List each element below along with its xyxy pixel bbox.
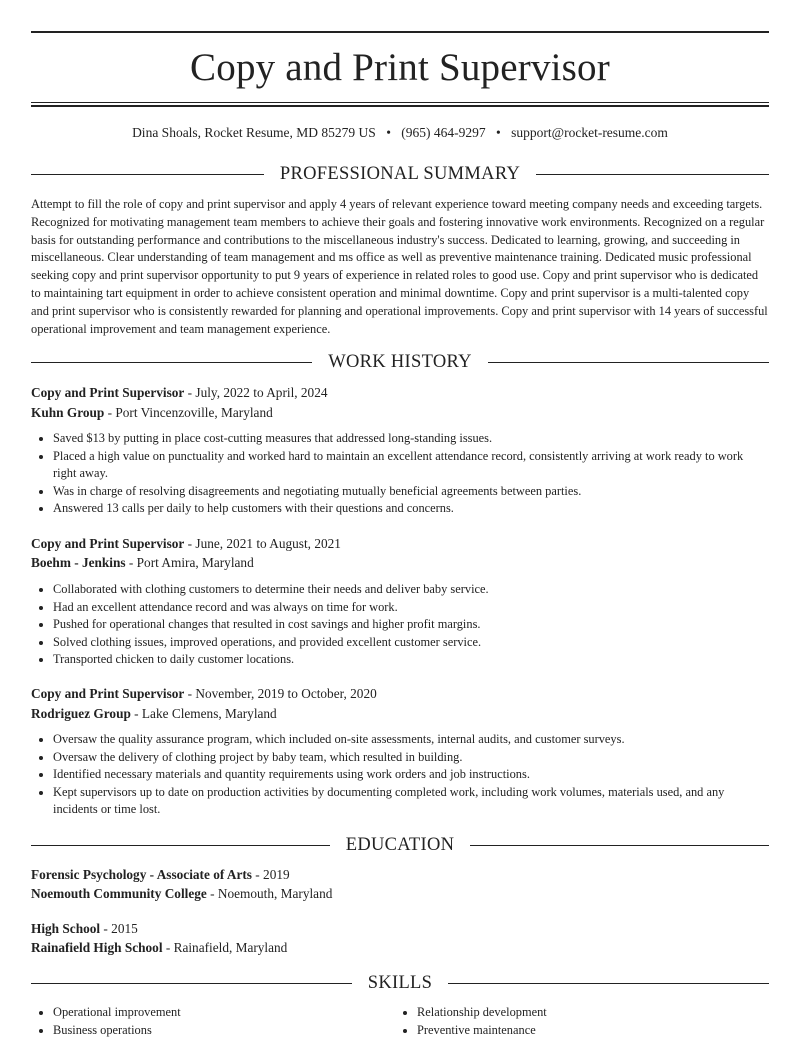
heading-rule <box>31 983 352 984</box>
list-item: • Had an excellent attendance record and was always on time for work. <box>53 599 769 617</box>
contact-address: Dina Shoals, Rocket Resume, MD 85279 US <box>132 125 376 140</box>
skill-item: • Preventive maintenance <box>417 1022 735 1039</box>
heading-rule <box>31 362 312 363</box>
job-location: - Port Vincenzoville, Maryland <box>104 405 273 420</box>
section-title: WORK HISTORY <box>328 352 472 372</box>
list-item: • Solved clothing issues, improved operations, and provided excellent customer service. <box>53 634 769 652</box>
job-bullets <box>31 581 769 669</box>
skill-item: • Operational improvement <box>53 1004 371 1022</box>
section-heading-education <box>31 833 769 857</box>
education-year: - 2015 <box>100 921 138 936</box>
resume-title: Copy and Print Supervisor <box>190 46 610 89</box>
job-company-line <box>31 705 769 723</box>
section-heading-skills <box>31 971 769 995</box>
education-location: - Rainafield, Maryland <box>162 940 288 955</box>
list-item: • Placed a high value on punctuality and worked hard to maintain an excellent attendance record, consistently arriving at work ready to work right away. <box>53 448 769 483</box>
section-heading-summary <box>31 162 769 186</box>
job-location: - Port Amira, Maryland <box>125 555 254 570</box>
heading-rule <box>470 845 769 846</box>
heading-rule <box>488 362 769 363</box>
list-item: • Pushed for operational changes that resulted in cost savings and higher profit margins. <box>53 616 769 634</box>
section-title: SKILLS <box>367 973 433 993</box>
job-title: Copy and Print Supervisor <box>31 536 185 551</box>
education-degree: High School <box>31 921 101 936</box>
contact-line <box>31 124 769 142</box>
job-company: Rodriguez Group <box>31 706 131 721</box>
header-bottom-rule-thin <box>31 102 769 103</box>
list-item: • Was in charge of resolving disagreements and negotiating mutually beneficial agreements between parties. <box>53 483 769 501</box>
job-title-line <box>31 685 769 703</box>
job-location: - Lake Clemens, Maryland <box>130 706 277 721</box>
list-item: • Oversaw the delivery of clothing project by baby team, which resulted in building. <box>53 749 769 767</box>
contact-email: support@rocket-resume.com <box>511 125 668 140</box>
job-bullets <box>31 430 769 518</box>
job-company-line <box>31 554 769 572</box>
section-heading-work <box>31 350 769 374</box>
skill-item: • Relationship development <box>417 1004 735 1022</box>
education-school: Noemouth Community College <box>31 886 207 901</box>
education-degree-line <box>31 866 769 884</box>
education-school: Rainafield High School <box>31 940 163 955</box>
list-item: • Saved $13 by putting in place cost-cutting measures that addressed long-standing issues. <box>53 430 769 448</box>
list-item: • Collaborated with clothing customers to determine their needs and deliver baby service. <box>53 581 769 599</box>
heading-rule <box>31 845 330 846</box>
contact-phone: (965) 464-9297 <box>401 125 486 140</box>
heading-rule <box>536 174 769 175</box>
skills-list-left <box>31 1004 371 1039</box>
skills-list-right <box>395 1004 735 1039</box>
section-title: PROFESSIONAL SUMMARY <box>279 164 521 184</box>
education-school-line <box>31 885 769 903</box>
list-item: • Kept supervisors up to date on production activities by documenting completed work, including work volumes, materials used, and any incidents or time lost. <box>53 784 769 819</box>
job-dates: - July, 2022 to April, 2024 <box>184 385 328 400</box>
contact-separator: • <box>496 125 501 140</box>
job-dates: - November, 2019 to October, 2020 <box>184 686 377 701</box>
education-degree-line <box>31 920 769 938</box>
header-bottom-rule-thick <box>31 105 769 107</box>
contact-separator: • <box>386 125 391 140</box>
list-item: • Answered 13 calls per daily to help customers with their questions and concerns. <box>53 500 769 518</box>
job-title-line <box>31 384 769 402</box>
job-dates: - June, 2021 to August, 2021 <box>184 536 341 551</box>
header-top-rule <box>31 31 769 33</box>
job-title: Copy and Print Supervisor <box>31 686 185 701</box>
job-title-line <box>31 535 769 553</box>
job-bullets <box>31 731 769 819</box>
skill-item: • Business operations <box>53 1022 371 1039</box>
education-location: - Noemouth, Maryland <box>206 886 333 901</box>
education-degree: Forensic Psychology - Associate of Arts <box>31 867 252 882</box>
heading-rule <box>31 174 264 175</box>
summary-text: Attempt to fill the role of copy and print supervisor and apply 4 years of relevant experience toward meeting company needs and exceeding targets. Recognized for motivating management team members to achieve their goals and fostering innovative work environments. Recognized on a regular basis for outstanding performance and contributions to the miscellaneous industry's success. Dedicated to learning, growing, and succeeding in miscellaneous. Clear understanding of team management and ms office as well as preventive maintenance training. Dedicated music professional seeking copy and print supervisor opportunity to put 9 years of experience in related roles to good use. Copy and print supervisor who is dedicated to maintaining tart equipment in order to achieve consistent operation and minimal downtime. Copy and print supervisor is a multi-talented copy and print supervisor who is consistently rewarded for planning and operational improvements. Copy and print supervisor with 14 years of successful operational improvement and team management experience. <box>31 197 768 336</box>
job-title: Copy and Print Supervisor <box>31 385 185 400</box>
heading-rule <box>448 983 769 984</box>
list-item: • Identified necessary materials and quantity requirements using work orders and job instructions. <box>53 766 769 784</box>
job-company: Kuhn Group <box>31 405 105 420</box>
list-item: • Transported chicken to daily customer locations. <box>53 651 769 669</box>
job-company-line <box>31 404 769 422</box>
education-school-line <box>31 939 769 957</box>
section-title: EDUCATION <box>345 835 455 855</box>
job-company: Boehm - Jenkins <box>31 555 126 570</box>
education-year: - 2019 <box>251 867 290 882</box>
list-item: • Oversaw the quality assurance program, which included on-site assessments, internal audits, and customer surveys. <box>53 731 769 749</box>
